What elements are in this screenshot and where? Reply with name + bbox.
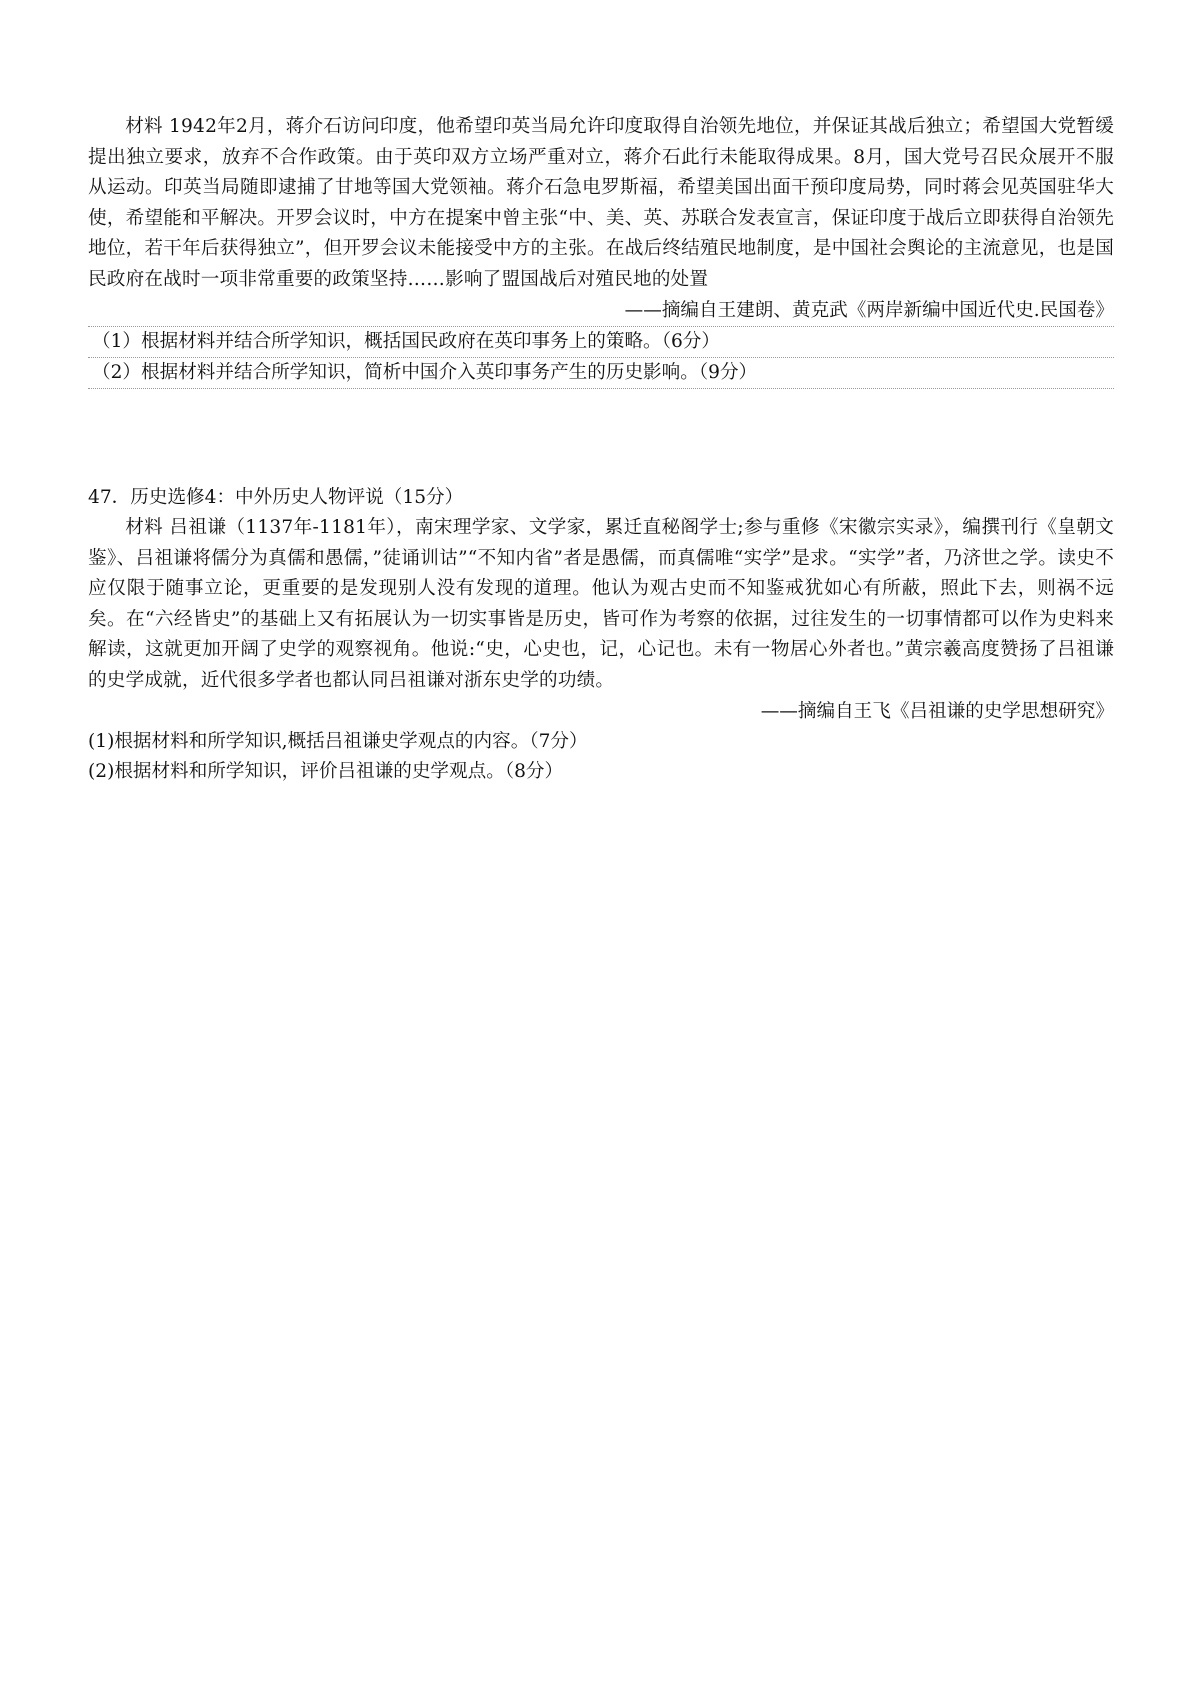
source-citation-2: ——摘编自王飞《吕祖谦的史学思想研究》	[760, 701, 1114, 722]
question-1-2: （2）根据材料并结合所学知识，简析中国介入英印事务产生的历史影响。（9分）	[88, 358, 1114, 389]
answer-space	[88, 389, 1114, 483]
material-paragraph-lv-zuqian: 材料 吕祖谦（1137年-1181年），南宋理学家、文学家，累迁直秘阁学士;参与重修《宋徽宗实录》，编撰刊行《皇朝文鉴》、吕祖谦将儒分为真儒和愚儒，”徒诵训诂”“不知内省”者是愚儒，而真儒唯“实学”是求。“实学”者，乃济世之学。读史不应仅限于随事立论，更重要的是发现别人没有发现的道理。他认为观古史而不知鉴戒犹如心有所蔽，照此下去，则祸不远矣。在“六经皆史”的基础上又有拓展认为一切实事皆是历史，皆可作为考察的依据，过往发生的一切事情都可以作为史料来解读，这就更加开阔了史学的观察视角。他说:“史，心史也，记，心记也。未有一物居心外者也。”黄宗羲高度赞扬了吕祖谦的史学成就，近代很多学者也都认同吕祖谦对浙东史学的功绩。	[88, 517, 1114, 691]
question-47-1: (1)根据材料和所学知识,概括吕祖谦史学观点的内容。（7分）	[88, 731, 588, 752]
question-47-2: (2)根据材料和所学知识，评价吕祖谦的史学观点。（8分）	[88, 761, 564, 782]
source-citation-1: ——摘编自王建朗、黄克武《两岸新编中国近代史.民国卷》	[624, 300, 1114, 321]
question-1-1: （1）根据材料并结合所学知识，概括国民政府在英印事务上的策略。（6分）	[88, 326, 1114, 358]
material-paragraph-1942: 材料 1942年2月，蒋介石访问印度，他希望印英当局允许印度取得自治领先地位，并保证其战后独立；希望国大党暂缓提出独立要求，放弃不合作政策。由于英印双方立场严重对立，蒋介石此行未能取得成果。8月，国大党号召民众展开不服从运动。印英当局随即逮捕了甘地等国大党领袖。蒋介石急电罗斯福，希望美国出面干预印度局势，同时蒋会见英国驻华大使，希望能和平解决。开罗会议时，中方在提案中曾主张“中、美、英、苏联合发表宣言，保证印度于战后立即获得自治领先地位，若干年后获得独立”，但开罗会议未能接受中方的主张。在战后终结殖民地制度，是中国社会舆论的主流意见，也是国民政府在战时一项非常重要的政策坚持……影响了盟国战后对殖民地的处置	[88, 116, 1114, 290]
question-47-heading: 47．历史选修4：中外历史人物评说（15分）	[88, 487, 464, 508]
exam-page	[88, 112, 1114, 787]
